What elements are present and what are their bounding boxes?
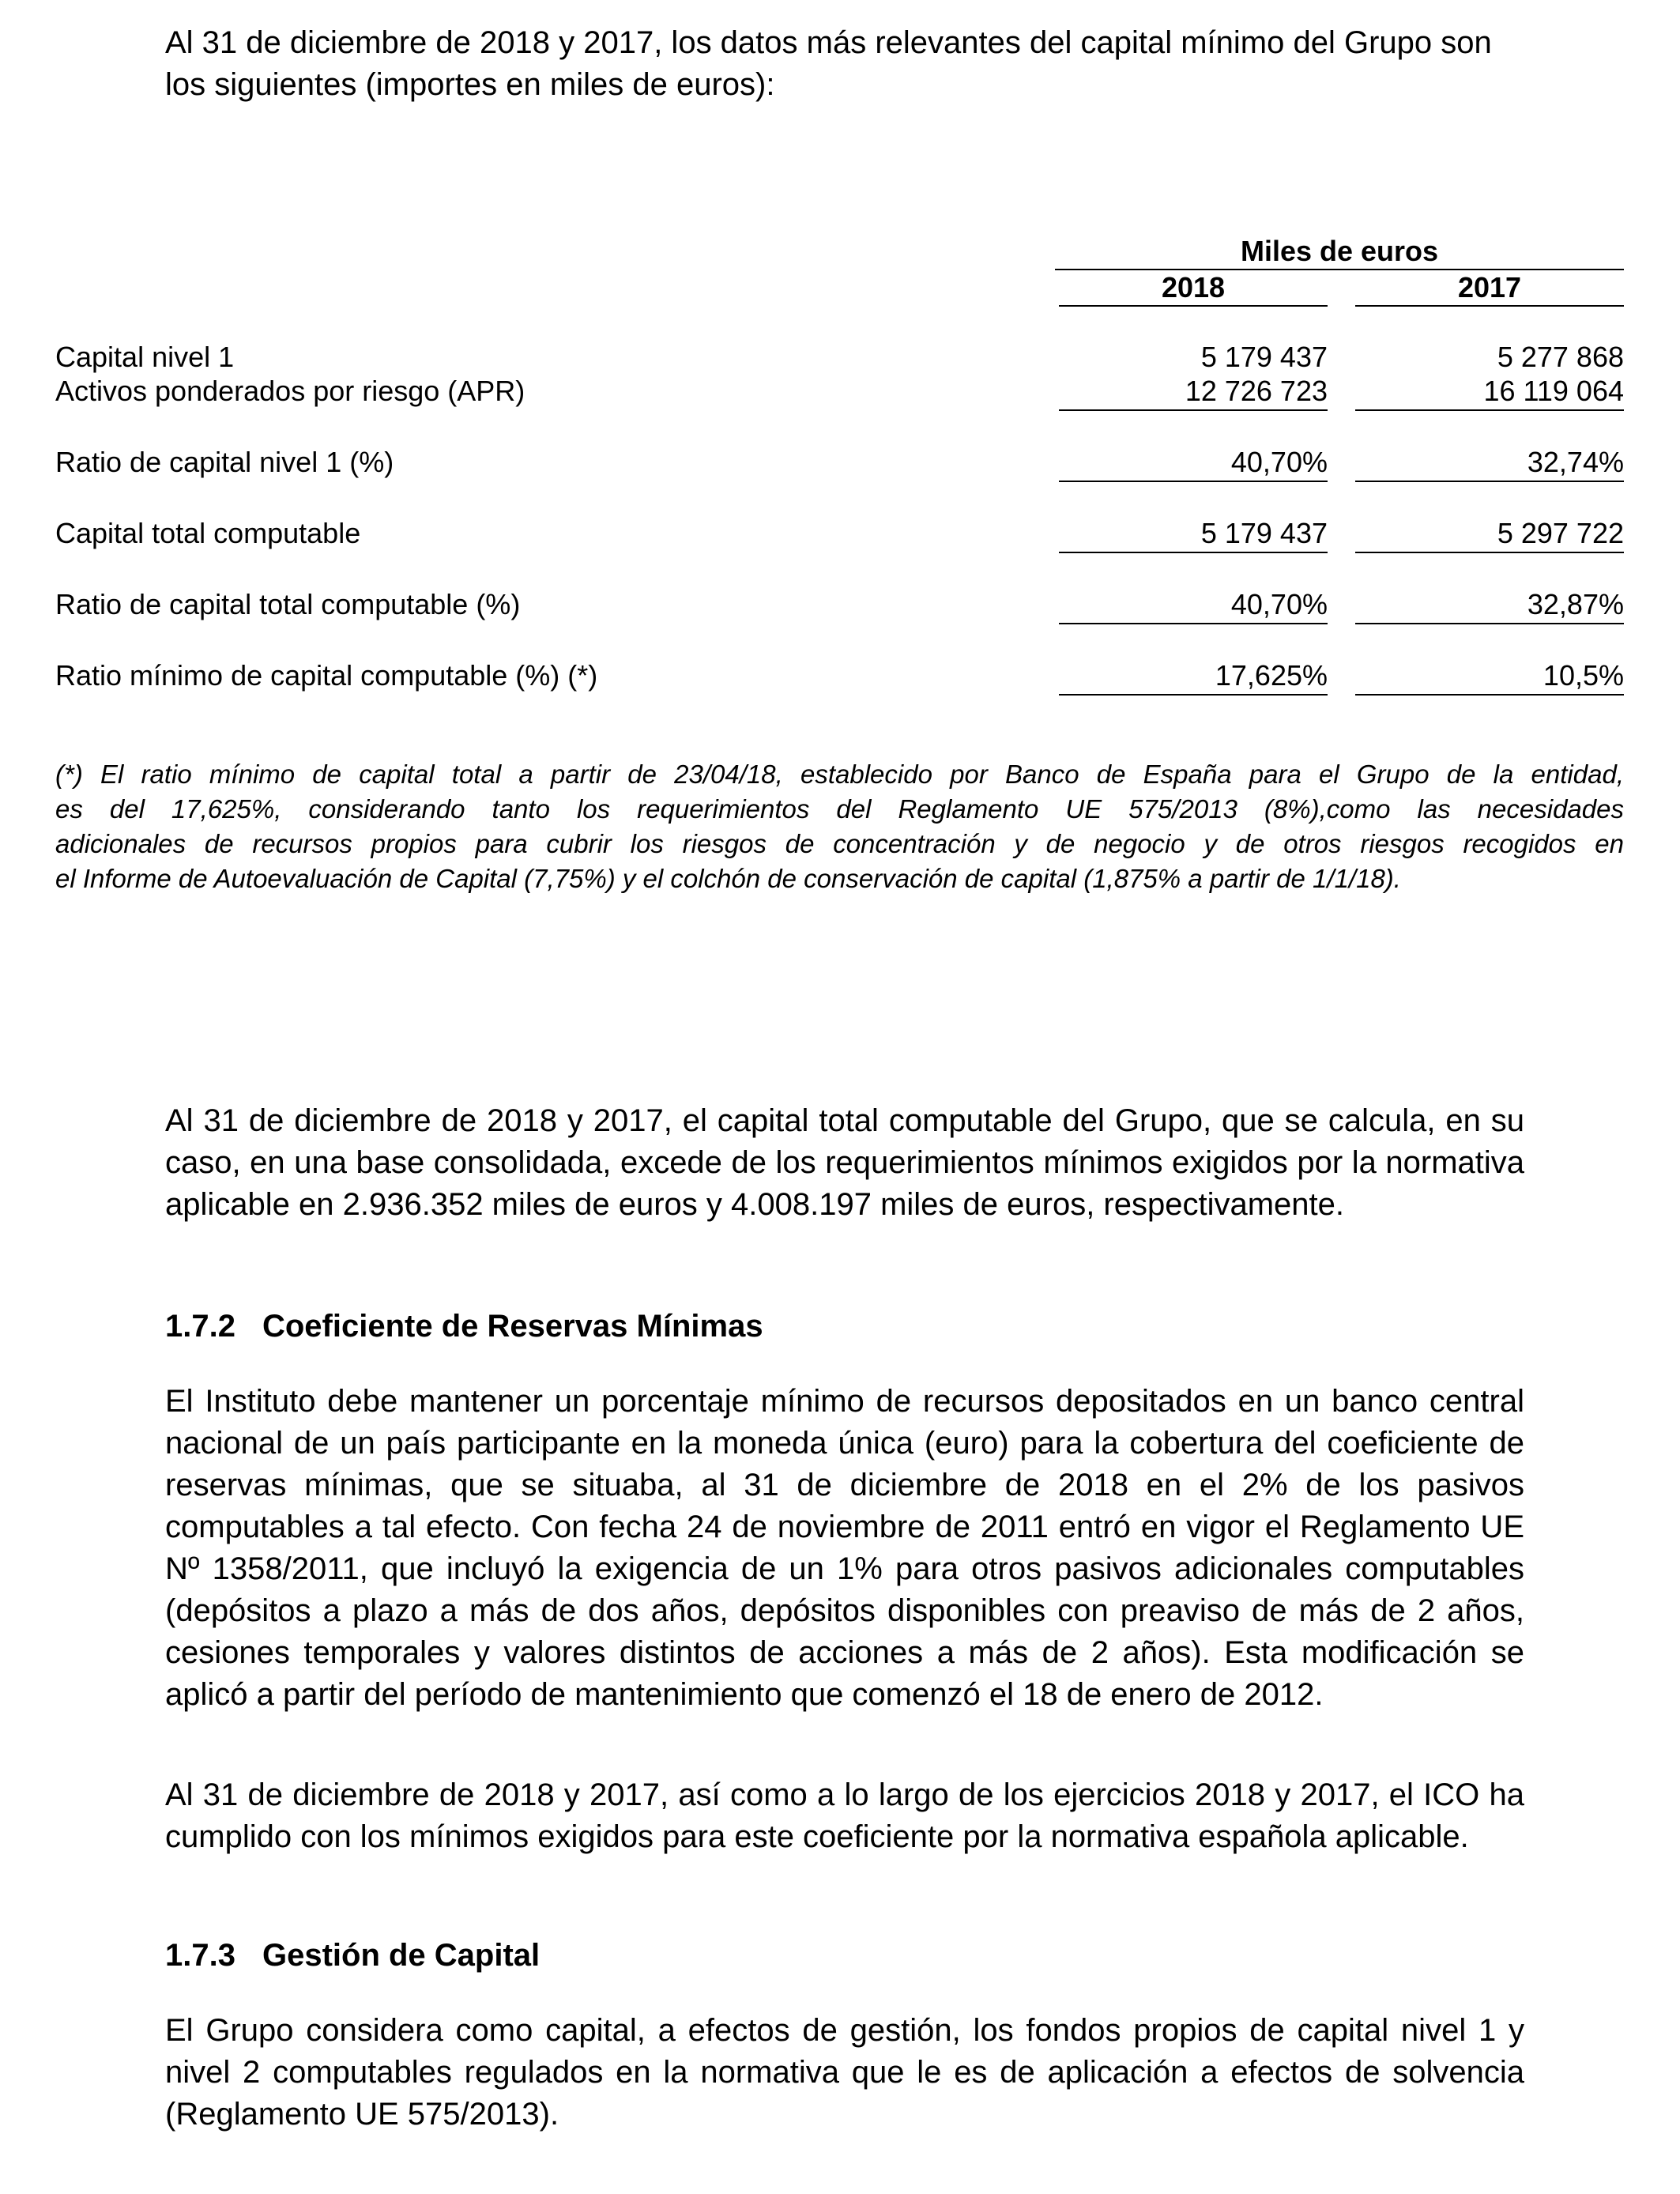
row-label: Ratio mínimo de capital computable (%) (*) [55,659,598,692]
cell-rule [1059,623,1328,624]
column-rule-2017 [1355,305,1624,307]
cell-2017: 5 277 868 [1497,341,1624,373]
cell-2018: 40,70% [1230,588,1328,620]
cell-rule [1355,409,1624,411]
cell-rule [1355,552,1624,553]
cell-rule [1355,623,1624,624]
cell-rule [1355,694,1624,696]
footnote-line: adicionales de recursos propios para cubrir los riesgos de concentración y de negocio y de otros riesgos recogidos en [55,829,1624,858]
row-label: Ratio de capital nivel 1 (%) [55,446,394,478]
footnote-line: es del 17,625%, considerando tanto los requerimientos del Reglamento UE 575/2013 (8%),como las necesidades [55,794,1624,824]
section-heading-173 [165,1935,540,1977]
row-label: Capital nivel 1 [55,341,235,373]
capital-total-paragraph: Al 31 de diciembre de 2018 y 2017, el capital total computable del Grupo, que se calcula, en su caso, en una base consolidada, excede de los requerimientos mínimos exigidos por la normativa aplicable en 2.936.352 miles de euros y 4.008.197 miles de euros, respectivamente. [165,1103,1524,1222]
footnote-line: el Informe de Autoevaluación de Capital (7,75%) y el colchón de conservación de capital (1,875% a partir de 1/1/18). [55,864,1401,893]
cell-2018: 5 179 437 [1200,341,1328,373]
cell-rule [1059,409,1328,411]
row-label: Activos ponderados por riesgo (APR) [55,375,525,407]
cell-rule [1059,694,1328,696]
intro-paragraph: Al 31 de diciembre de 2018 y 2017, los datos más relevantes del capital mínimo del Grupo son los siguientes (importes en miles de euros): [165,25,1492,102]
cell-2017: 32,74% [1527,446,1624,478]
cell-2018: 17,625% [1215,659,1328,692]
capital-management-paragraph: El Grupo considera como capital, a efectos de gestión, los fondos propios de capital nivel 1 y nivel 2 computables regulados en la normativa que le es de aplicación a efectos de solvencia (Reglamento UE 575/2013). [165,2013,1524,2132]
capital-table [0,0,1680,711]
row-label: Capital total computable [55,517,361,549]
section-title: Gestión de Capital [262,1938,541,1973]
cell-2018: 12 726 723 [1185,375,1328,407]
cell-2017: 10,5% [1543,659,1624,692]
reserves-paragraph: El Instituto debe mantener un porcentaje mínimo de recursos depositados en un banco central nacional de un país participante en la moneda única (euro) para la cobertura del coeficiente de reservas mínimas, que se situaba, al 31 de diciembre de 2018 en el 2% de los pasivos computables a tal efecto. Con fecha 24 de noviembre de 2011 entró en vigor el Reglamento UE Nº 1358/2011, que incluyó la exigencia de un 1% para otros pasivos adicionales computables (depósitos a plazo a más de dos años, depósitos disponibles con preaviso de más de 2 años, cesiones temporales y valores distintos de acciones a más de 2 años). Esta modificación se aplicó a partir del período de mantenimiento que comenzó el 18 de enero de 2012. [165,1384,1524,1712]
cell-2017: 32,87% [1527,588,1624,620]
row-label: Ratio de capital total computable (%) [55,588,521,620]
cell-rule [1059,481,1328,482]
section-title: Coeficiente de Reservas Mínimas [262,1309,763,1344]
section-number: 1.7.3 [165,1938,235,1973]
section-heading-172 [165,1306,763,1348]
column-rule-2018 [1059,305,1328,307]
cell-rule [1355,481,1624,482]
section-number: 1.7.2 [165,1309,235,1344]
column-header-2018: 2018 [1161,271,1226,303]
cell-2018: 5 179 437 [1200,517,1328,549]
column-header-2017: 2017 [1457,271,1522,303]
units-header: Miles de euros [1240,235,1439,267]
compliance-paragraph: Al 31 de diciembre de 2018 y 2017, así como a lo largo de los ejercicios 2018 y 2017, el ICO ha cumplido con los mínimos exigidos para este coeficiente por la normativa española aplicable. [165,1777,1524,1854]
cell-rule [1059,552,1328,553]
cell-2017: 5 297 722 [1497,517,1624,549]
footnote-line: (*) El ratio mínimo de capital total a partir de 23/04/18, establecido por Banco de España para el Grupo de la entidad, [55,760,1624,789]
cell-2018: 40,70% [1230,446,1328,478]
table-footnote [55,757,1624,896]
cell-2017: 16 119 064 [1483,375,1624,407]
